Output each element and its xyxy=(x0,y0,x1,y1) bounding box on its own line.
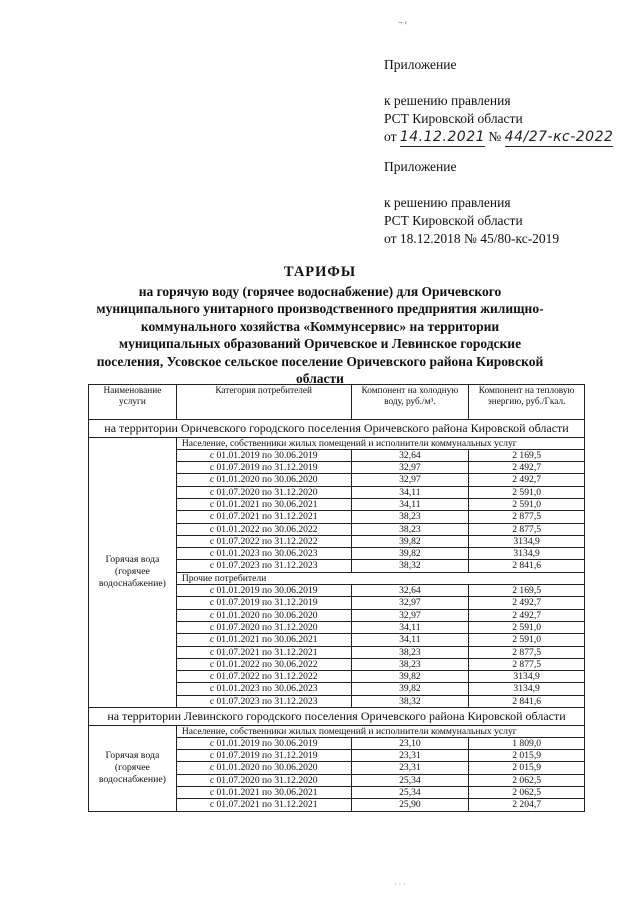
footer-scan-mark: · · · xyxy=(394,880,406,889)
heat-cell: 2 204,7 xyxy=(469,799,585,811)
appendix-old-line1: к решению правления xyxy=(384,195,511,210)
heat-cell: 2 877,5 xyxy=(469,658,585,670)
period-cell: с 01.07.2021 по 31.12.2021 xyxy=(176,799,351,811)
section-title: на территории Оричевского городского поселения Оричевского района Кировской области xyxy=(89,420,585,438)
header-cold: Компонент на холодную воду, руб./м³. xyxy=(351,385,469,420)
appendix-old-line3: от 18.12.2018 № 45/80-кс-2019 xyxy=(384,231,560,246)
section-title-row xyxy=(89,708,585,726)
cold-cell: 39,82 xyxy=(351,548,469,560)
heat-cell: 2 591,0 xyxy=(469,486,585,498)
heat-cell: 3134,9 xyxy=(469,683,585,695)
appendix-old-line2: РСТ Кировской области xyxy=(384,213,523,228)
service-name: Горячая вода (горячее водоснабжение) xyxy=(89,437,177,708)
consumer-group-row xyxy=(89,437,585,449)
cold-cell: 23,31 xyxy=(351,750,469,762)
period-cell: с 01.01.2019 по 30.06.2019 xyxy=(176,449,351,461)
document-title xyxy=(60,264,580,388)
cold-cell: 38,23 xyxy=(351,658,469,670)
cold-cell: 32,97 xyxy=(351,597,469,609)
cold-cell: 39,82 xyxy=(351,671,469,683)
period-cell: с 01.07.2019 по 31.12.2019 xyxy=(176,597,351,609)
heat-cell: 2 877,5 xyxy=(469,511,585,523)
title-heading: ТАРИФЫ xyxy=(283,264,357,280)
heat-cell: 2 492,7 xyxy=(469,462,585,474)
heat-cell: 2 062,5 xyxy=(469,787,585,799)
period-cell: с 01.07.2021 по 31.12.2021 xyxy=(176,646,351,658)
cold-cell: 34,11 xyxy=(351,486,469,498)
cold-cell: 38,23 xyxy=(351,511,469,523)
heat-cell: 2 877,5 xyxy=(469,646,585,658)
period-cell: с 01.01.2023 по 30.06.2023 xyxy=(176,548,351,560)
heat-cell: 2 169,5 xyxy=(469,449,585,461)
appendix-new xyxy=(384,56,613,147)
period-cell: с 01.07.2020 по 31.12.2020 xyxy=(176,774,351,786)
period-cell: с 01.01.2021 по 30.06.2021 xyxy=(176,498,351,510)
appendix-new-date: 14.12.2021 xyxy=(399,129,486,145)
period-cell: с 01.01.2021 по 30.06.2021 xyxy=(176,787,351,799)
appendix-old-title: Приложение xyxy=(384,159,457,174)
service-name: Горячая вода (горячее водоснабжение) xyxy=(89,725,177,811)
period-cell: с 01.01.2022 по 30.06.2022 xyxy=(176,523,351,535)
heat-cell: 2 062,5 xyxy=(469,774,585,786)
cold-cell: 39,82 xyxy=(351,683,469,695)
cold-cell: 32,64 xyxy=(351,585,469,597)
cold-cell: 25,90 xyxy=(351,799,469,811)
cold-cell: 23,31 xyxy=(351,762,469,774)
period-cell: с 01.07.2023 по 31.12.2023 xyxy=(176,560,351,572)
heat-cell: 3134,9 xyxy=(469,671,585,683)
heat-cell: 2 492,7 xyxy=(469,597,585,609)
appendix-old xyxy=(384,158,559,248)
cold-cell: 38,23 xyxy=(351,646,469,658)
appendix-new-title: Приложение xyxy=(384,57,457,72)
appendix-new-line1: к решению правления xyxy=(384,93,511,108)
cold-cell: 25,34 xyxy=(351,787,469,799)
title-line: муниципальных образований Оричевское и Левинское городские xyxy=(118,336,522,351)
heat-cell: 2 492,7 xyxy=(469,609,585,621)
title-line: на горячую воду (горячее водоснабжение) для Оричевского xyxy=(138,283,502,299)
cold-cell: 38,32 xyxy=(351,695,469,707)
heat-cell: 2 841,6 xyxy=(469,560,585,572)
period-cell: с 01.07.2023 по 31.12.2023 xyxy=(176,695,351,707)
header-heat: Компонент на тепловую энергию, руб./Гкал. xyxy=(469,385,585,420)
top-scan-mark: ¬ ‹ xyxy=(398,18,408,27)
heat-cell: 1 809,0 xyxy=(469,737,585,749)
heat-cell: 3134,9 xyxy=(469,535,585,547)
cold-cell: 34,11 xyxy=(351,634,469,646)
title-line: коммунального хозяйства «Коммунсервис» на территории xyxy=(140,318,500,334)
cold-cell: 39,82 xyxy=(351,535,469,547)
period-cell: с 01.07.2022 по 31.12.2022 xyxy=(176,535,351,547)
period-cell: с 01.01.2019 по 30.06.2019 xyxy=(176,585,351,597)
section-title: на территории Левинского городского поселения Оричевского района Кировской области xyxy=(89,708,585,726)
heat-cell: 2 591,0 xyxy=(469,621,585,633)
consumer-group-name: Прочие потребители xyxy=(176,572,584,584)
table-header-row xyxy=(89,385,585,420)
consumer-group-row xyxy=(89,725,585,737)
period-cell: с 01.01.2020 по 30.06.2020 xyxy=(176,762,351,774)
appendix-new-date-line: от 14.12.2021 № 44/27-кс-2022 xyxy=(384,129,614,145)
period-cell: с 01.07.2022 по 31.12.2022 xyxy=(176,671,351,683)
heat-cell: 2 015,9 xyxy=(469,762,585,774)
consumer-group-name: Население, собственники жилых помещений и исполнители коммунальных услуг xyxy=(176,437,584,449)
title-line: муниципального унитарного производственного предприятия жилищно- xyxy=(96,301,544,316)
period-cell: с 01.01.2021 по 30.06.2021 xyxy=(176,634,351,646)
period-cell: с 01.01.2023 по 30.06.2023 xyxy=(176,683,351,695)
period-cell: с 01.07.2020 по 31.12.2020 xyxy=(176,486,351,498)
period-cell: с 01.01.2020 по 30.06.2020 xyxy=(176,474,351,486)
cold-cell: 32,97 xyxy=(351,462,469,474)
cold-cell: 34,11 xyxy=(351,498,469,510)
cold-cell: 34,11 xyxy=(351,621,469,633)
period-cell: с 01.07.2019 по 31.12.2019 xyxy=(176,750,351,762)
heat-cell: 2 492,7 xyxy=(469,474,585,486)
heat-cell: 2 877,5 xyxy=(469,523,585,535)
tariff-table xyxy=(88,384,585,812)
heat-cell: 2 169,5 xyxy=(469,585,585,597)
title-line: области xyxy=(296,371,344,386)
period-cell: с 01.07.2021 по 31.12.2021 xyxy=(176,511,351,523)
cold-cell: 32,64 xyxy=(351,449,469,461)
cold-cell: 32,97 xyxy=(351,609,469,621)
header-service: Наименование услуги xyxy=(89,385,177,420)
period-cell: с 01.07.2019 по 31.12.2019 xyxy=(176,462,351,474)
heat-cell: 2 841,6 xyxy=(469,695,585,707)
appendix-new-number: 44/27-кс-2022 xyxy=(504,129,614,145)
heat-cell: 2 591,0 xyxy=(469,634,585,646)
consumer-group-name: Население, собственники жилых помещений и исполнители коммунальных услуг xyxy=(176,725,584,737)
cold-cell: 25,34 xyxy=(351,774,469,786)
period-cell: с 01.01.2020 по 30.06.2020 xyxy=(176,609,351,621)
cold-cell: 32,97 xyxy=(351,474,469,486)
section-title-row xyxy=(89,420,585,438)
heat-cell: 2 015,9 xyxy=(469,750,585,762)
heat-cell: 3134,9 xyxy=(469,548,585,560)
appendix-new-line2: РСТ Кировской области xyxy=(384,111,523,126)
period-cell: с 01.01.2019 по 30.06.2019 xyxy=(176,737,351,749)
title-line: поселения, Усовское сельское поселение Оричевского района Кировской xyxy=(96,353,544,369)
period-cell: с 01.07.2020 по 31.12.2020 xyxy=(176,621,351,633)
header-category: Категория потребителей xyxy=(176,385,351,420)
cold-cell: 38,23 xyxy=(351,523,469,535)
cold-cell: 23,10 xyxy=(351,737,469,749)
heat-cell: 2 591,0 xyxy=(469,498,585,510)
period-cell: с 01.01.2022 по 30.06.2022 xyxy=(176,658,351,670)
cold-cell: 38,32 xyxy=(351,560,469,572)
